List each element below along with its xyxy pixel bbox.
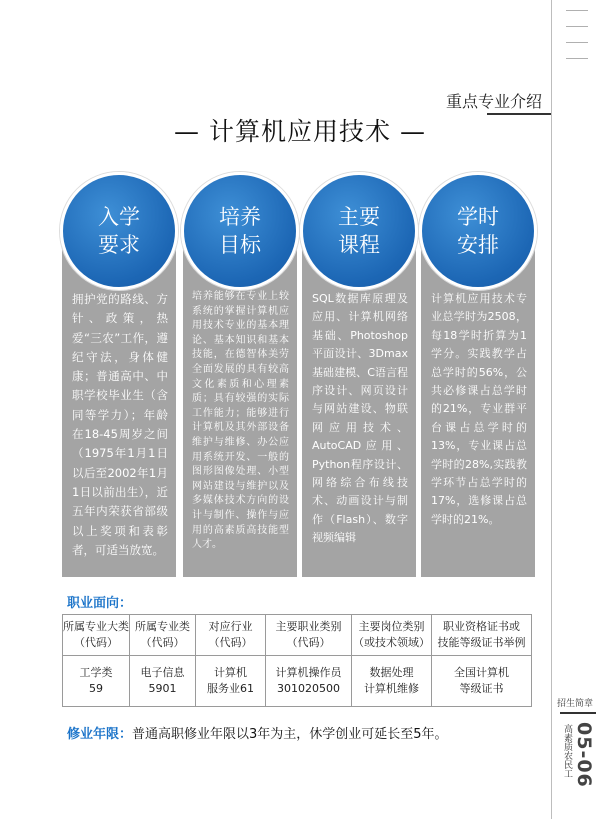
page-numbers: 05-06 xyxy=(573,722,595,788)
duration-text: 普通高职修业年限以3年为主，休学创业可延长至5年。 xyxy=(132,727,448,742)
badge-line-2: 要求 xyxy=(98,233,140,257)
badge-line-2: 目标 xyxy=(219,233,261,257)
badge-line-1: 学时 xyxy=(457,205,499,229)
cell-major-class: 电子信息 5901 xyxy=(130,656,196,707)
study-duration xyxy=(67,723,448,742)
jobs-table xyxy=(62,614,532,707)
side-subtitle: 高素质农民工 xyxy=(562,724,572,778)
jobs-heading: 职业面向： xyxy=(67,596,133,611)
header-certificate: 职业资格证书或 技能等级证书举例 xyxy=(432,615,532,656)
duration-label: 修业年限： xyxy=(67,727,133,742)
admission-text: 拥护党的路线、方针、政策，热爱“三农”工作，遵纪守法，身体健康；普通高中、中职学校毕业生（含同等学力）；年龄在18-45周岁之间（1975年1月1日以后至2002年1月1日以前出生），近五年内荣获省部级以上奖项和表彰者，可适当放宽。 xyxy=(62,232,176,577)
table-header-row xyxy=(63,615,532,656)
table-row xyxy=(63,656,532,707)
courses-badge xyxy=(300,172,418,290)
cell-position: 数据处理 计算机维修 xyxy=(352,656,432,707)
goals-text: 培养能够在专业上较系统的掌握计算机应用技术专业的基本理论、基本知识和基本技能，在德智体美劳全面发展的具有较高文化素质和心理素质；具有较强的实际工作能力；能够进行计算机及其外部设备维护与维修、办公应用系统开发、一般的图形图像处理、小型网站建设与维护以及多媒体技术方向的设计与制作、操作与应用的高素质高技能型人才。 xyxy=(183,232,297,577)
badge-line-1: 培养 xyxy=(219,205,261,229)
header-position: 主要岗位类别 （或技术领域） xyxy=(352,615,432,656)
goals-badge xyxy=(181,172,299,290)
cell-certificate: 全国计算机 等级证书 xyxy=(432,656,532,707)
header-major-category: 所属专业大类 （代码） xyxy=(63,615,130,656)
badge-line-2: 安排 xyxy=(457,233,499,257)
badge-line-1: 主要 xyxy=(338,205,380,229)
section-label: 重点专业介绍 xyxy=(445,92,542,111)
hours-text: 计算机应用技术专业总学时为2508，每18学时折算为1学分。实践教学占总学时的56%，公共必修课占总学时的21%，专业群平台课占总学时的13%，专业课占总学时的28%,实践教学环节占总学时的17%，选修课占总学时的21%。 xyxy=(421,232,535,577)
cell-industry: 计算机 服务业61 xyxy=(196,656,266,707)
cell-occupation: 计算机操作员 301020500 xyxy=(266,656,352,707)
page-title: — 计算机应用技术 — xyxy=(174,117,426,146)
side-divider xyxy=(560,712,596,714)
side-category: 招生简章 xyxy=(557,699,594,709)
hours-badge xyxy=(419,172,537,290)
courses-text: SQL数据库原理及应用、计算机网络基础、Photoshop平面设计、3Dmax基础建模、C语言程序设计、网页设计与网站建设、物联网应用技术、AutoCAD应用、Python程序设计、网络综合布线技术、动画设计与制作（Flash）、数字视频编辑 xyxy=(302,232,416,577)
admission-badge xyxy=(60,172,178,290)
badge-line-1: 入学 xyxy=(98,205,140,229)
header-major-class: 所属专业类 （代码） xyxy=(130,615,196,656)
cell-major-category: 工学类 59 xyxy=(63,656,130,707)
header-occupation: 主要职业类别 （代码） xyxy=(266,615,352,656)
corner-decoration xyxy=(552,0,600,80)
badge-line-2: 课程 xyxy=(338,233,380,257)
header-industry: 对应行业 （代码） xyxy=(196,615,266,656)
